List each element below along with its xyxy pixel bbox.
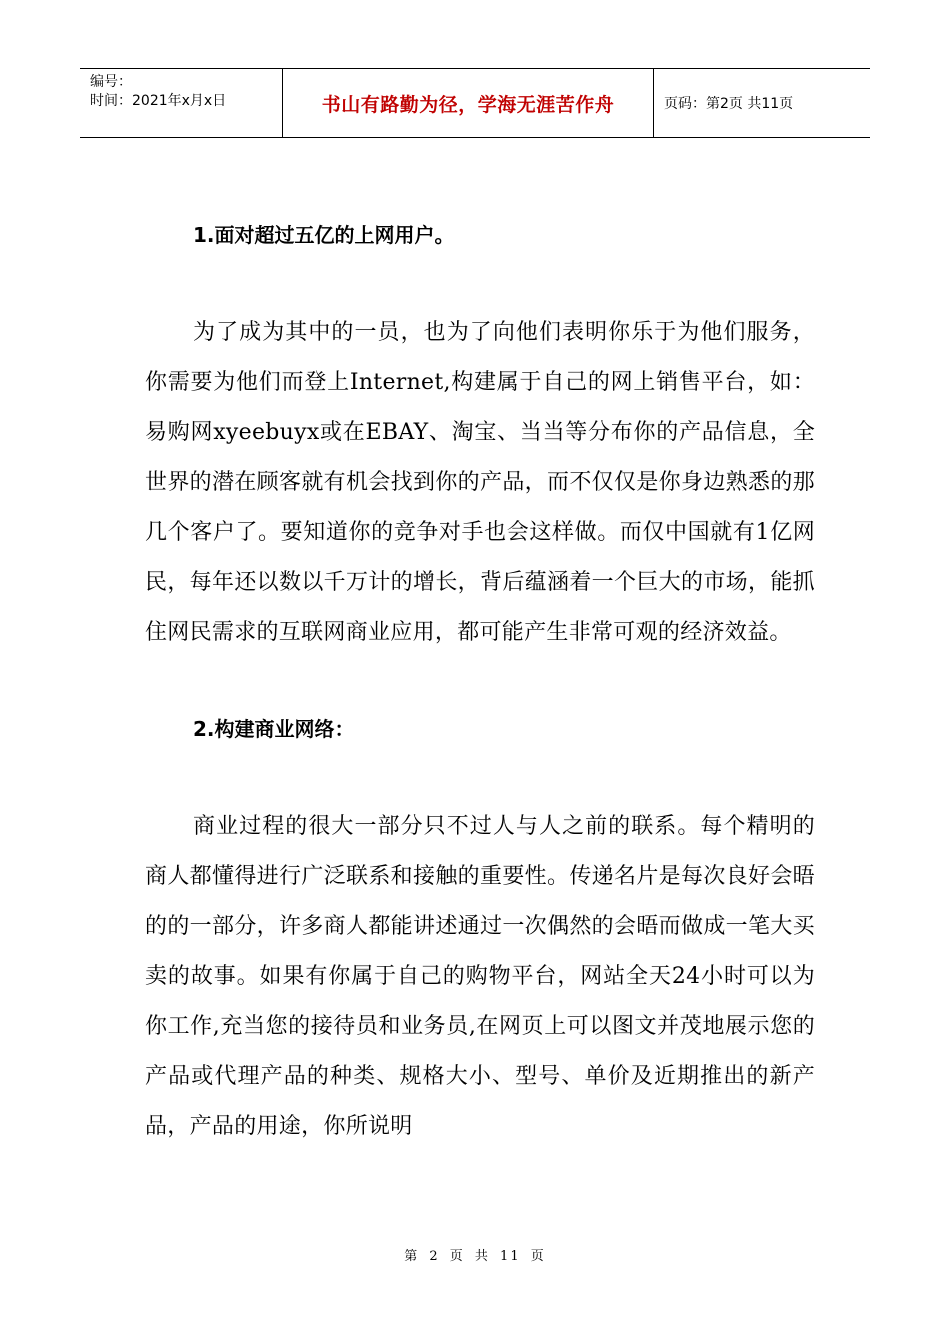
section-heading-1: 1.面对超过五亿的上网用户。 <box>193 223 455 247</box>
section-paragraph-1: 为了成为其中的一员，也为了向他们表明你乐于为他们服务，你需要为他们而登上Internet,构建属于自己的网上销售平台，如：易购网xyeebuyx或在EBAY、淘宝、当当等分布你的产品信息，全世界的潜在顾客就有机会找到你的产品，而不仅仅是你身边熟悉的那几个客户了。要知道你的竞争对手也会这样做。而仅中国就有1亿网民，每年还以数以千万计的增长，背后蕴涵着一个巨大的市场，能抓住网民需求的互联网商业应用，都可能产生非常可观的经济效益。 <box>145 320 815 645</box>
page-footer: 第 2 页 共 11 页 <box>404 1249 546 1264</box>
page-header <box>80 68 870 138</box>
header-time-label: 时间：2021年x月x日 <box>90 93 227 109</box>
header-page-info-cell <box>654 69 870 137</box>
header-number-label: 编号： <box>90 74 132 90</box>
header-page-info: 页码：第2页 共11页 <box>664 96 794 112</box>
section-paragraph-2: 商业过程的很大一部分只不过人与人之前的联系。每个精明的商人都懂得进行广泛联系和接触的重要性。传递名片是每次良好会晤的的一部分，许多商人都能讲述通过一次偶然的会晤而做成一笔大买卖的故事。如果有你属于自己的购物平台，网站全天24小时可以为你工作,充当您的接待员和业务员,在网页上可以图文并茂地展示您的产品或代理产品的种类、规格大小、型号、单价及近期推出的新产品，产品的用途，你所说明 <box>145 814 815 1139</box>
header-meta-cell <box>80 69 282 137</box>
header-motto: 书山有路勤为径，学海无涯苦作舟 <box>321 93 615 116</box>
header-motto-cell <box>282 69 654 137</box>
document-body <box>145 210 815 1152</box>
section-heading-2: 2.构建商业网络： <box>193 717 355 741</box>
